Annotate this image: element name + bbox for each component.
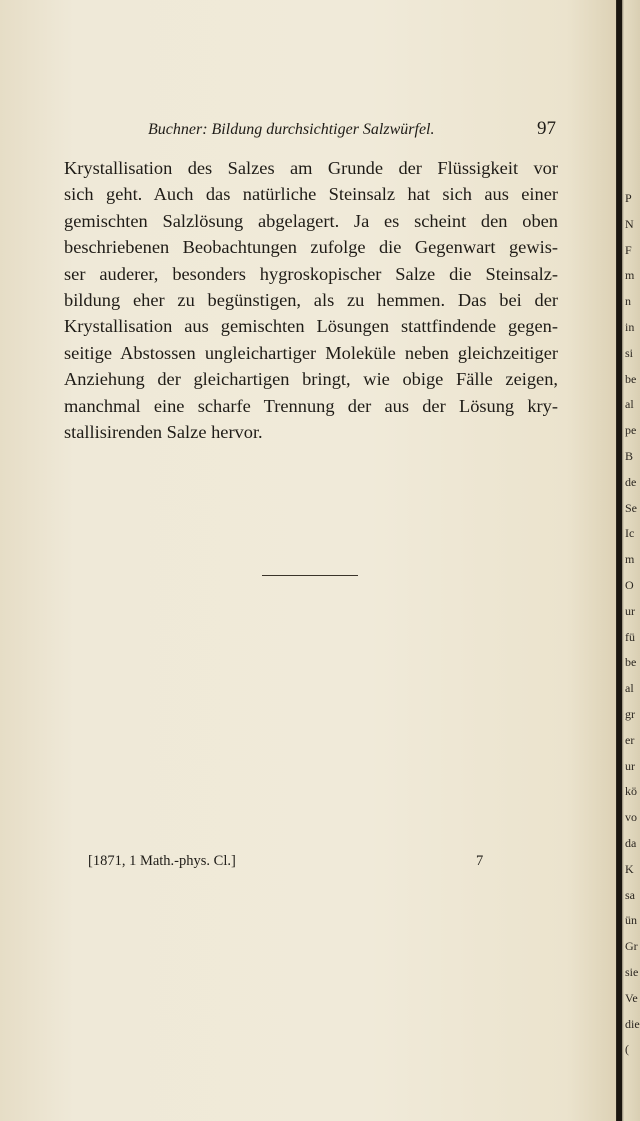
text-line: seitige Abstossen ungleichartiger Moleküle neben gleichzeitiger [64, 342, 558, 363]
adjacent-page-fragment: al [625, 681, 634, 696]
adjacent-page-fragment: Gr [625, 939, 638, 954]
text-line: ser auderer, besonders hygroskopischer Salze die Steinsalz- [64, 263, 558, 284]
adjacent-page-fragment: B [625, 448, 634, 463]
adjacent-page-fragment: die [625, 1016, 640, 1031]
text-line: beschriebenen Beobachtungen zufolge die Gegenwart gewis- [64, 237, 558, 258]
signature-mark: [1871, 1 Math.-phys. Cl.] [88, 853, 236, 869]
adjacent-page-fragment: ur [625, 603, 635, 618]
adjacent-page-fragment: O [625, 577, 634, 592]
running-header [148, 118, 568, 144]
adjacent-page-fragment: pe [625, 423, 637, 438]
adjacent-page-fragment: be [625, 655, 637, 670]
text-line: manchmal eine scharfe Trennung der aus der Lösung kry- [64, 395, 558, 416]
adjacent-page-fragment: er [625, 732, 635, 747]
adjacent-page-fragment: n [625, 294, 631, 309]
adjacent-page-fragment: P [625, 191, 632, 205]
adjacent-page-fragment: Se [625, 500, 637, 515]
adjacent-page-fragment: m [625, 552, 635, 567]
text-line: stallisirenden Salze hervor. [64, 421, 263, 442]
text-line: Krystallisation des Salzes am Grunde der Flüssigkeit vor [64, 158, 558, 178]
page-footer [88, 853, 488, 875]
sheet-number: 7 [476, 853, 484, 869]
adjacent-page-fragment: si [625, 345, 634, 360]
page-number: 97 [537, 118, 556, 139]
adjacent-page-fragment: ( [625, 1042, 629, 1057]
text-line: bildung eher zu begünstigen, als zu hemmen. Das bei der [64, 289, 558, 310]
section-divider [262, 575, 358, 576]
adjacent-page-fragment: m [625, 268, 635, 283]
adjacent-page-fragment: K [625, 861, 634, 876]
adjacent-page-fragment: N [625, 216, 634, 231]
adjacent-page-fragment: gr [625, 706, 635, 721]
adjacent-page-fragment: Ve [625, 990, 638, 1005]
adjacent-page-fragment: fü [625, 629, 635, 644]
adjacent-page-fragment: F [625, 242, 632, 257]
adjacent-page-fragment: vo [625, 810, 637, 825]
adjacent-page-edge [616, 0, 640, 1121]
adjacent-page-fragment: al [625, 397, 634, 412]
text-line: Anziehung der gleichartigen bringt, wie obige Fälle zeigen, [64, 369, 558, 390]
adjacent-page-fragment: ur [625, 758, 635, 773]
text-line: sich geht. Auch das natürliche Steinsalz hat sich aus einer [64, 184, 558, 205]
binding-shadow [617, 0, 622, 1121]
adjacent-page-fragment: kö [625, 784, 637, 799]
adjacent-page-fragment: ün [625, 913, 637, 928]
running-title: Buchner: Bildung durchsichtiger Salzwürfel. [148, 121, 435, 138]
adjacent-page-text [625, 186, 640, 1063]
adjacent-page-fragment: de [625, 474, 637, 489]
adjacent-page-fragment: in [625, 319, 635, 334]
adjacent-page-fragment: be [625, 371, 637, 386]
adjacent-page-fragment: da [625, 835, 637, 850]
adjacent-page-fragment: sa [625, 887, 635, 902]
body-paragraph [64, 155, 558, 445]
adjacent-page-fragment: sie [625, 964, 639, 979]
adjacent-page-fragment: Ic [625, 526, 635, 541]
text-line: gemischten Salzlösung abgelagert. Ja es scheint den oben [64, 210, 558, 231]
text-line: Krystallisation aus gemischten Lösungen stattfindende gegen- [64, 316, 558, 337]
